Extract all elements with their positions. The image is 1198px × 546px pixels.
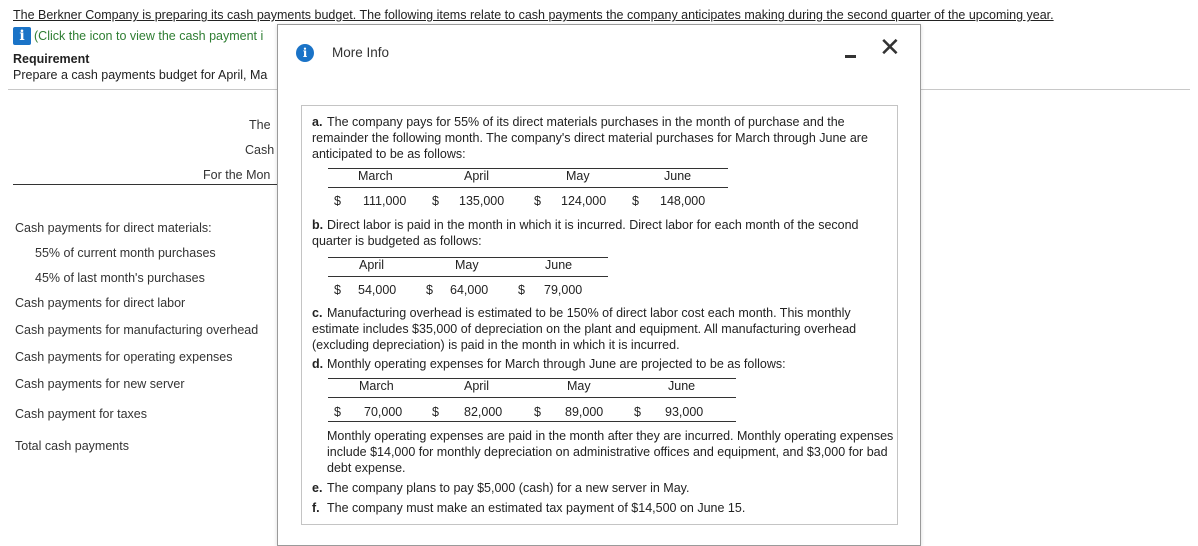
item-d: d. Monthly operating expenses for March through June are projected to be as follows: <box>312 357 786 371</box>
info-link-text[interactable]: (Click the icon to view the cash payment i <box>34 29 264 43</box>
row-direct-labor: Cash payments for direct labor <box>15 296 186 310</box>
table-header: May <box>567 379 591 393</box>
table-currency: $ <box>632 194 639 208</box>
budget-header-title: Cash <box>245 143 275 157</box>
table-cell: 54,000 <box>358 283 397 297</box>
info-link[interactable] <box>13 27 263 45</box>
row-direct-materials: Cash payments for direct materials: <box>15 221 212 235</box>
item-c: c. Manufacturing overhead is estimated to be 150% of direct labor cost each month. This monthly estimate includes $35,000 of depreciation on the plant and equipment. All manufacturing overhead (excluding depreciation) is paid in the month in which it is incurred. <box>312 306 857 352</box>
table-header: June <box>545 258 573 272</box>
table-header: April <box>464 169 490 183</box>
table-header: June <box>668 379 696 393</box>
table-cell: 64,000 <box>450 283 489 297</box>
row-new-server: Cash payments for new server <box>15 377 185 391</box>
table-currency: $ <box>534 194 541 208</box>
table-header: May <box>455 258 479 272</box>
table-currency: $ <box>534 405 541 419</box>
row-total: Total cash payments <box>15 439 129 453</box>
row-operating-expenses: Cash payments for operating expenses <box>15 350 233 364</box>
budget-header-company: The <box>249 118 271 132</box>
row-mfg-overhead: Cash payments for manufacturing overhead <box>15 323 259 337</box>
table-header: March <box>358 169 393 183</box>
item-e: e. The company plans to pay $5,000 (cash) for a new server in May. <box>312 481 690 495</box>
table-cell: 135,000 <box>459 194 505 208</box>
item-d-note: Monthly operating expenses are paid in the month after they are incurred. Monthly operating expenses include $14,000 for monthly depreciation on administrative offices and equipment, and $3,000 for bad debt expense. <box>327 429 894 475</box>
table-cell: 148,000 <box>660 194 706 208</box>
close-icon[interactable]: ✕ <box>879 33 901 63</box>
table-cell: 111,000 <box>363 194 407 208</box>
table-currency: $ <box>518 283 525 297</box>
table-currency: $ <box>334 405 341 419</box>
dialog-body <box>301 105 898 525</box>
item-a: a. The company pays for 55% of its direct materials purchases in the month of purchase and the remainder the following month. The company's direct material purchases for March through June are anticipated to be as follows: <box>312 115 868 161</box>
table-currency: $ <box>432 405 439 419</box>
table-cell: 70,000 <box>364 405 403 419</box>
row-taxes: Cash payment for taxes <box>15 407 148 421</box>
table-currency: $ <box>634 405 641 419</box>
item-f: f. The company must make an estimated tax payment of $14,500 on June 15. <box>312 501 746 515</box>
table-currency: $ <box>432 194 439 208</box>
operating-expenses-table <box>328 379 736 423</box>
table-header: May <box>566 169 590 183</box>
intro-text: The Berkner Company is preparing its cash payments budget. The following items relate to cash payments the company anticipates making during the second quarter of the upcoming year. <box>13 8 1054 22</box>
info-icon[interactable]: i <box>13 27 31 45</box>
table-header: April <box>464 379 490 393</box>
table-cell: 82,000 <box>464 405 503 419</box>
dialog-header <box>278 25 920 75</box>
labor-table <box>328 258 608 302</box>
table-cell: 79,000 <box>544 283 583 297</box>
materials-table <box>328 169 728 213</box>
budget-header-rule <box>13 184 278 185</box>
requirement-text: Prepare a cash payments budget for April, Ma <box>13 68 268 82</box>
table-currency: $ <box>334 194 341 208</box>
budget-header-period: For the Mon <box>203 168 271 182</box>
info-icon: i <box>296 44 314 62</box>
table-cell: 93,000 <box>665 405 704 419</box>
table-cell: 89,000 <box>565 405 604 419</box>
table-header: March <box>359 379 394 393</box>
table-cell: 124,000 <box>561 194 607 208</box>
table-header: June <box>664 169 692 183</box>
dialog-title: More Info <box>332 45 390 60</box>
table-currency: $ <box>426 283 433 297</box>
row-last-month: 45% of last month's purchases <box>35 271 205 285</box>
table-header: April <box>359 258 385 272</box>
minimize-icon[interactable] <box>842 46 860 62</box>
table-currency: $ <box>334 283 341 297</box>
requirement-label: Requirement <box>13 52 90 66</box>
item-b: b. Direct labor is paid in the month in which it is incurred. Direct labor for each month of the second quarter is budgeted as follows: <box>312 218 859 248</box>
more-info-dialog <box>277 24 921 546</box>
row-current-month: 55% of current month purchases <box>35 246 216 260</box>
